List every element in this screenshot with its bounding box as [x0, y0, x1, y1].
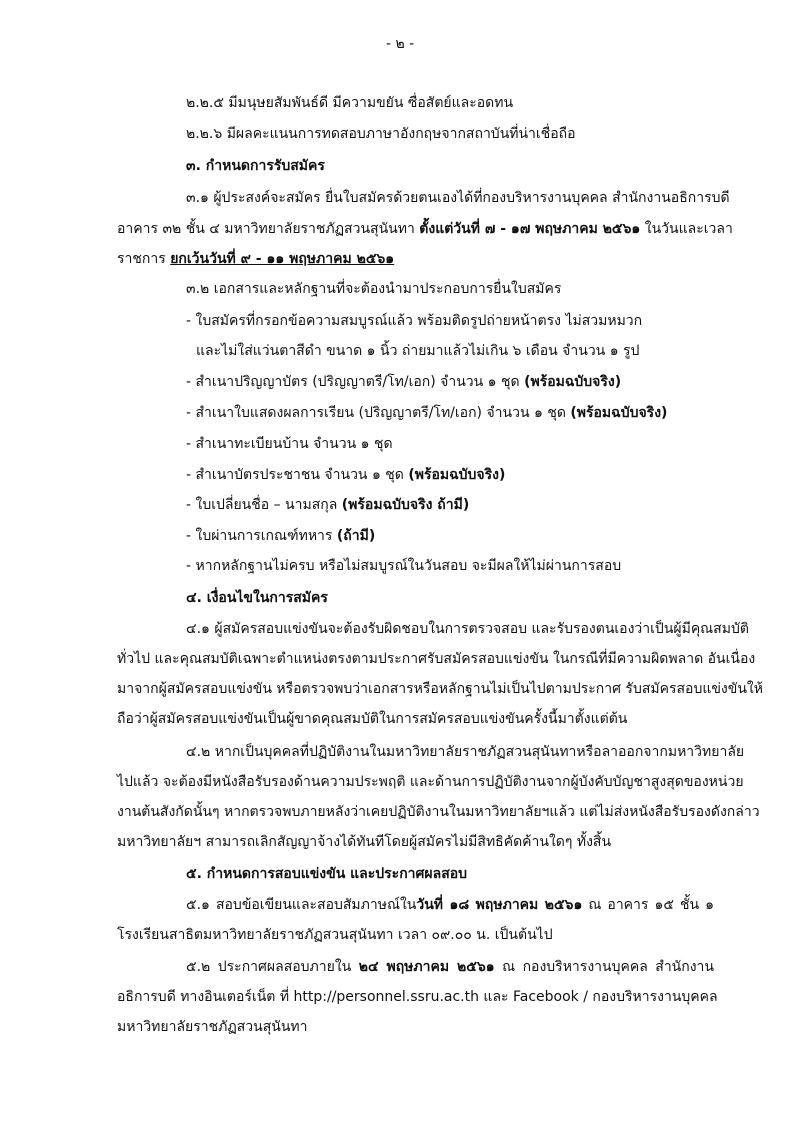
section-3-1-line-3: ราชการ ยกเว้นวันที่ ๙ - ๑๑ พฤษภาคม ๒๕๖๑	[117, 251, 395, 267]
document-item-1-line-1: - ใบสมัครที่กรอกข้อความสมบูรณ์แล้ว พร้อมติดรูปถ่ายหน้าตรง ไม่สวมหมวก	[186, 313, 643, 329]
section-3-1-line-2: อาคาร ๓๒ ชั้น ๔ มหาวิทยาลัยราชภัฏสวนสุนันทา ตั้งแต่วันที่ ๗ - ๑๗ พฤษภาคม ๒๕๖๑ ในวันและเวลา	[117, 221, 733, 237]
application-period: ตั้งแต่วันที่ ๗ - ๑๗ พฤษภาคม ๒๕๖๑	[419, 221, 641, 237]
section-4-1-line-2: ทั่วไป และคุณสมบัติเฉพาะตำแหน่งตรงตามประกาศรับสมัครสอบแข่งขัน ในกรณีที่มีความผิดพลาด อันเนื่อง	[117, 651, 756, 667]
document-item-3: - สำเนาใบแสดงผลการเรียน (ปริญญาตรี/โท/เอก) จำนวน ๑ ชุด (พร้อมฉบับจริง)	[186, 405, 668, 421]
document-item-6: - ใบเปลี่ยนชื่อ – นามสกุล (พร้อมฉบับจริง ถ้ามี)	[186, 497, 470, 513]
section-5-2-line-1: ๕.๒ ประกาศผลสอบภายใน ๒๔ พฤษภาคม ๒๕๖๑ ณ กองบริหารงานบุคคล สำนักงาน	[186, 959, 714, 975]
section-5-2-line-3: มหาวิทยาลัยราชภัฏสวนสุนันทา	[117, 1019, 308, 1035]
document-item-4: - สำเนาทะเบียนบ้าน จำนวน ๑ ชุด	[186, 436, 393, 452]
section-4-2-line-2: ไปแล้ว จะต้องมีหนังสือรับรองด้านความประพฤติ และด้านการปฏิบัติงานจากผู้บังคับบัญชาสูงสุดของหน่วย	[117, 774, 744, 790]
document-item-7: - ใบผ่านการเกณฑ์ทหาร (ถ้ามี)	[186, 528, 376, 544]
page-number: - ๒ -	[386, 36, 415, 52]
section-3-heading: ๓. กำหนดการรับสมัคร	[186, 158, 325, 174]
section-5-1-line-2: โรงเรียนสาธิตมหาวิทยาลัยราชภัฏสวนสุนันทา เวลา ๐๙.๐๐ น. เป็นต้นไป	[117, 927, 553, 943]
document-item-2: - สำเนาปริญญาบัตร (ปริญญาตรี/โท/เอก) จำนวน ๑ ชุด (พร้อมฉบับจริง)	[186, 374, 622, 390]
section-4-1-line-4: ถือว่าผู้สมัครสอบแข่งขันเป็นผู้ขาดคุณสมบัติในการสมัครสอบแข่งขันครั้งนี้มาตั้งแต่ต้น	[117, 711, 628, 727]
item-2-2-5: ๒.๒.๕ มีมนุษยสัมพันธ์ดี มีความขยัน ซื่อสัตย์และอดทน	[186, 95, 514, 111]
section-3-2-title: ๓.๒ เอกสารและหลักฐานที่จะต้องนำมาประกอบการยื่นใบสมัคร	[186, 281, 562, 297]
item-2-2-6: ๒.๒.๖ มีผลคะแนนการทดสอบภาษาอังกฤษจากสถาบันที่น่าเชื่อถือ	[186, 126, 576, 142]
section-4-2-line-4: มหาวิทยาลัยฯ สามารถเลิกสัญญาจ้างได้ทันทีโดยผู้สมัครไม่มีสิทธิคัดค้านใดๆ ทั้งสิ้น	[117, 834, 612, 850]
section-4-heading: ๔. เงื่อนไขในการสมัคร	[186, 590, 328, 606]
results-date: ๒๔ พฤษภาคม ๒๕๖๑	[358, 959, 495, 975]
excluded-dates: ยกเว้นวันที่ ๙ - ๑๑ พฤษภาคม ๒๕๖๑	[170, 251, 395, 267]
document-item-5: - สำเนาบัตรประชาชน จำนวน ๑ ชุด (พร้อมฉบับจริง)	[186, 467, 506, 483]
section-4-1-line-3: มาจากผู้สมัครสอบแข่งขัน หรือตรวจพบว่าเอกสารหรือหลักฐานไม่เป็นไปตามประกาศ รับสมัครสอบแข่งขันให้	[117, 681, 763, 697]
section-5-2-line-2: อธิการบดี ทางอินเตอร์เน็ต ที่ http://personnel.ssru.ac.th และ Facebook / กองบริหารงานบุคคล	[117, 989, 718, 1005]
section-4-2-line-1: ๔.๒ หากเป็นบุคคลที่ปฏิบัติงานในมหาวิทยาลัยราชภัฏสวนสุนันทาหรือลาออกจากมหาวิทยาลัย	[186, 744, 745, 760]
section-4-2-line-3: งานต้นสังกัดนั้นๆ หากตรวจพบภายหลังว่าเคยปฏิบัติงานในมหาวิทยาลัยฯแล้ว แต่ไม่ส่งหนังสือรับรองดังกล่าว	[117, 804, 760, 820]
document-item-8: - หากหลักฐานไม่ครบ หรือไม่สมบูรณ์ในวันสอบ จะมีผลให้ไม่ผ่านการสอบ	[186, 558, 622, 574]
section-4-1-line-1: ๔.๑ ผู้สมัครสอบแข่งขันจะต้องรับผิดชอบในการตรวจสอบ และรับรองตนเองว่าเป็นผู้มีคุณสมบัติ	[186, 621, 749, 637]
section-3-1-line-1: ๓.๑ ผู้ประสงค์จะสมัคร ยื่นใบสมัครด้วยตนเองได้ที่กองบริหารงานบุคคล สำนักงานอธิการบดี	[186, 190, 730, 206]
section-5-1-line-1: ๕.๑ สอบข้อเขียนและสอบสัมภาษณ์ในวันที่ ๑๘ พฤษภาคม ๒๕๖๑ ณ อาคาร ๑๕ ชั้น ๑	[186, 897, 715, 913]
section-5-heading: ๕. กำหนดการสอบแข่งขัน และประกาศผลสอบ	[186, 866, 468, 882]
exam-date: วันที่ ๑๘ พฤษภาคม ๒๕๖๑	[416, 897, 583, 913]
document-item-1-line-2: และไม่ใส่แว่นตาสีดำ ขนาด ๑ นิ้ว ถ่ายมาแล้วไม่เกิน ๖ เดือน จำนวน ๑ รูป	[196, 343, 640, 359]
